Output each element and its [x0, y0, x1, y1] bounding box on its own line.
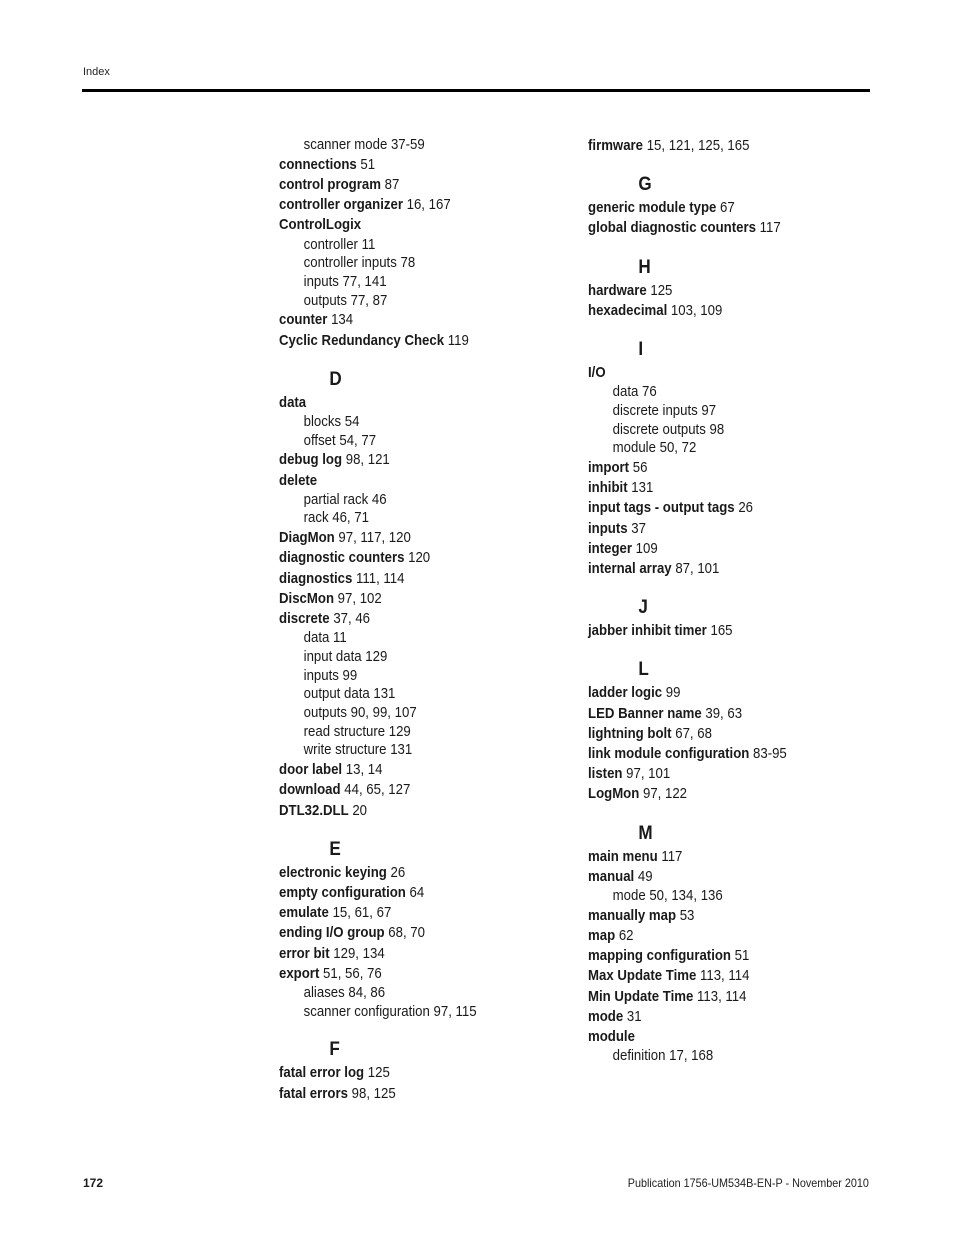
index-entry	[588, 704, 834, 724]
index-entry	[588, 683, 834, 703]
index-subentry: mode 50, 134, 136	[612, 887, 723, 905]
index-term: DTL32.DLL	[279, 801, 349, 819]
index-page-refs: 67	[720, 199, 735, 217]
index-page-refs: 98, 125	[351, 1084, 396, 1102]
index-term: internal array	[588, 560, 672, 578]
index-term: ending I/O group	[279, 924, 385, 942]
publication-info: Publication 1756-UM534B-EN-P - November 2010	[627, 1176, 869, 1190]
index-subentry: partial rack 46	[303, 490, 387, 508]
index-entry	[588, 136, 834, 156]
index-subentry: scanner configuration 97, 115	[303, 1002, 477, 1020]
index-entry	[588, 926, 834, 946]
running-header: Index	[83, 66, 110, 78]
index-term: mapping configuration	[588, 947, 731, 965]
index-page-refs: 51	[360, 155, 376, 173]
index-page-refs: 15, 61, 67	[332, 904, 392, 922]
index-page-refs: 87, 101	[675, 560, 720, 578]
index-term: debug log	[279, 451, 343, 469]
index-entry	[279, 393, 525, 413]
index-term: module	[588, 1028, 635, 1045]
index-page-refs: 98, 121	[345, 451, 390, 469]
index-entry	[279, 863, 525, 883]
index-subentry: controller inputs 78	[303, 254, 416, 272]
index-entry	[588, 1007, 834, 1027]
index-term: inhibit	[588, 479, 628, 497]
index-column-left	[279, 136, 559, 1104]
index-page-refs: 37, 46	[333, 609, 371, 627]
index-term: emulate	[279, 904, 329, 922]
index-page-refs: 44, 65, 127	[344, 781, 411, 799]
index-entry	[279, 471, 525, 491]
index-page-refs: 97, 101	[626, 765, 671, 783]
index-subentry: outputs 90, 99, 107	[303, 703, 417, 721]
index-subentry: data 76	[612, 383, 657, 401]
index-term: link module configuration	[588, 745, 750, 763]
index-page-refs: 120	[408, 549, 431, 567]
index-entry	[279, 310, 525, 330]
index-entry	[588, 218, 834, 238]
index-subentry: inputs 99	[303, 666, 358, 684]
index-term: lightning bolt	[588, 724, 672, 742]
index-entry	[588, 784, 834, 804]
index-entry	[279, 883, 525, 903]
index-page-refs: 13, 14	[345, 761, 383, 779]
index-page-refs: 56	[632, 459, 648, 477]
index-entry	[279, 780, 525, 800]
index-page-refs: 62	[618, 926, 634, 944]
index-entry	[279, 450, 525, 470]
index-entry	[279, 569, 525, 589]
index-term: delete	[279, 471, 318, 489]
index-term: electronic keying	[279, 863, 387, 881]
index-entry	[588, 987, 834, 1007]
index-section-letter: D	[329, 368, 342, 390]
index-page-refs: 53	[679, 906, 695, 924]
index-entry	[588, 906, 834, 926]
index-term: controller organizer	[279, 196, 403, 214]
index-page-refs: 125	[650, 281, 673, 299]
index-term: door label	[279, 761, 343, 779]
index-entry	[279, 528, 525, 548]
index-term: hexadecimal	[588, 301, 668, 319]
index-page-refs: 67, 68	[675, 724, 712, 742]
index-entry	[279, 609, 525, 629]
index-subentry: aliases 84, 86	[303, 983, 386, 1001]
index-entry	[279, 801, 525, 821]
index-subentry: write structure 131	[303, 741, 413, 759]
index-term: data	[279, 393, 307, 411]
index-page-refs: 51, 56, 76	[323, 964, 382, 982]
index-entry	[588, 281, 834, 301]
index-term: manually map	[588, 906, 677, 924]
index-entry	[588, 966, 834, 986]
index-page-refs: 87	[384, 175, 400, 193]
index-page-refs: 129, 134	[333, 944, 385, 962]
index-term: Cyclic Redundancy Check	[279, 331, 445, 349]
index-term: import	[588, 459, 630, 477]
index-subentry: data 11	[303, 629, 347, 647]
index-subentry: definition 17, 168	[612, 1047, 714, 1065]
header-rule	[82, 89, 870, 92]
index-page-refs: 68, 70	[388, 924, 425, 942]
index-entry	[588, 559, 834, 579]
index-page-refs: 134	[331, 311, 354, 329]
index-page-refs: 109	[635, 539, 658, 557]
index-entry	[279, 175, 525, 195]
page-number: 172	[83, 1176, 104, 1190]
index-term: empty configuration	[279, 883, 406, 901]
index-entry	[588, 363, 834, 383]
index-term: map	[588, 926, 616, 944]
index-page-refs: 20	[352, 801, 368, 819]
index-page-refs: 26	[738, 499, 753, 517]
index-entry	[279, 589, 525, 609]
index-entry	[588, 478, 834, 498]
index-entry	[279, 964, 525, 984]
index-term: discrete	[279, 609, 330, 627]
index-page-refs: 117	[759, 219, 781, 237]
index-subentry: read structure 129	[303, 722, 411, 740]
index-term: manual	[588, 867, 635, 885]
index-term: inputs	[588, 519, 628, 537]
index-entry	[588, 724, 834, 744]
index-term: input tags - output tags	[588, 499, 735, 517]
index-entry	[588, 198, 834, 218]
index-page-refs: 113, 114	[697, 987, 747, 1005]
index-term: control program	[279, 175, 381, 193]
index-subentry: offset 54, 77	[303, 431, 377, 449]
index-entry	[279, 923, 525, 943]
index-term: integer	[588, 539, 633, 557]
index-entry	[588, 744, 834, 764]
index-section-letter: I	[638, 339, 644, 361]
index-subentry: inputs 77, 141	[303, 272, 387, 290]
index-page-refs: 97, 102	[337, 589, 382, 607]
index-entry	[279, 195, 525, 215]
index-section-letter: E	[329, 838, 341, 860]
index-subentry: blocks 54	[303, 412, 360, 430]
index-entry	[588, 301, 834, 321]
index-page-refs: 113, 114	[699, 967, 750, 985]
index-entry	[588, 458, 834, 478]
index-term: global diagnostic counters	[588, 219, 756, 237]
index-section-letter: F	[329, 1039, 340, 1061]
index-term: LogMon	[588, 785, 640, 803]
index-entry	[279, 903, 525, 923]
index-term: mode	[588, 1007, 624, 1025]
index-term: LED Banner name	[588, 704, 702, 722]
index-subentry: discrete inputs 97	[612, 401, 717, 419]
index-subentry: discrete outputs 98	[612, 420, 725, 438]
index-page-refs: 103, 109	[670, 301, 723, 319]
index-entry	[588, 1027, 834, 1047]
index-entry	[588, 946, 834, 966]
index-page-refs: 117	[661, 847, 683, 865]
index-term: Max Update Time	[588, 967, 697, 985]
index-section-letter: G	[638, 174, 652, 196]
index-entry	[279, 331, 525, 351]
index-term: DiagMon	[279, 529, 335, 547]
index-term: hardware	[588, 281, 647, 299]
index-subentry: outputs 77, 87	[303, 291, 388, 309]
index-page-refs: 131	[631, 479, 654, 497]
index-page-refs: 125	[367, 1064, 390, 1082]
index-section-letter: J	[638, 597, 648, 619]
index-page-refs: 165	[710, 622, 733, 640]
index-term: main menu	[588, 847, 658, 865]
index-term: download	[279, 781, 341, 799]
index-term: diagnostic counters	[279, 549, 405, 567]
index-term: diagnostics	[279, 569, 353, 587]
index-column-right	[588, 136, 868, 1066]
index-term: Min Update Time	[588, 987, 694, 1005]
index-term: DiscMon	[279, 589, 335, 607]
index-term: fatal errors	[279, 1084, 348, 1102]
index-page-refs: 39, 63	[705, 704, 743, 722]
index-section-letter: L	[638, 659, 649, 681]
index-page-refs: 97, 122	[642, 785, 688, 803]
index-subentry: input data 129	[303, 647, 388, 665]
index-page-refs: 15, 121, 125, 165	[646, 137, 750, 154]
index-entry	[279, 1084, 525, 1104]
index-term: ControlLogix	[279, 216, 362, 234]
index-term: connections	[279, 155, 357, 173]
index-subentry: rack 46, 71	[303, 509, 369, 527]
index-term: counter	[279, 311, 328, 329]
index-term: firmware	[588, 137, 644, 154]
index-entry	[279, 944, 525, 964]
index-subentry: scanner mode 37-59	[303, 136, 425, 153]
index-entry	[279, 215, 525, 235]
index-section-letter: H	[638, 256, 651, 278]
index-entry	[588, 519, 834, 539]
index-term: jabber inhibit timer	[588, 622, 707, 640]
index-term: ladder logic	[588, 684, 663, 702]
index-term: export	[279, 964, 320, 982]
index-entry	[279, 1063, 525, 1083]
index-page-refs: 97, 117, 120	[338, 529, 411, 547]
index-subentry: output data 131	[303, 685, 396, 703]
index-entry	[279, 155, 525, 175]
index-entry	[588, 847, 834, 867]
index-term: fatal error log	[279, 1064, 365, 1082]
index-term: I/O	[588, 364, 606, 382]
index-page-refs: 111, 114	[356, 569, 405, 587]
index-entry	[588, 764, 834, 784]
index-page-refs: 37	[631, 519, 646, 537]
index-page-refs: 64	[409, 883, 425, 901]
index-page-refs: 51	[734, 947, 750, 965]
index-entry	[588, 621, 834, 641]
index-subentry: module 50, 72	[612, 439, 697, 457]
index-term: listen	[588, 765, 623, 783]
index-term: generic module type	[588, 199, 717, 217]
index-entry	[588, 498, 834, 518]
index-entry	[588, 867, 834, 887]
index-page-refs: 31	[626, 1007, 642, 1025]
index-entry	[279, 548, 525, 568]
index-page-refs: 16, 167	[406, 196, 451, 214]
index-entry	[588, 539, 834, 559]
index-entry	[279, 760, 525, 780]
index-subentry: controller 11	[303, 235, 376, 253]
index-page-refs: 49	[637, 867, 653, 885]
index-page-refs: 119	[447, 331, 469, 349]
index-page-refs: 83-95	[753, 745, 787, 763]
index-section-letter: M	[638, 822, 653, 844]
index-page-refs: 26	[390, 863, 406, 881]
index-term: error bit	[279, 944, 330, 962]
index-page-refs: 99	[665, 684, 681, 702]
